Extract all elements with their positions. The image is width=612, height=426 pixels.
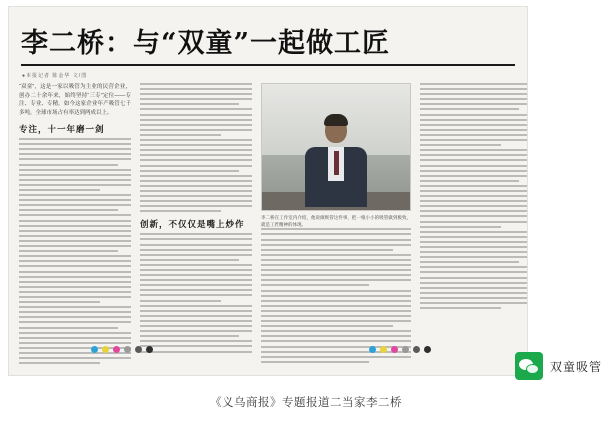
body-text-4 bbox=[420, 83, 528, 309]
image-caption: 《义乌商报》专题报道二当家李二桥 bbox=[210, 395, 402, 409]
registration-marks-left bbox=[91, 346, 153, 353]
wechat-account-name: 双童吸管 bbox=[549, 359, 602, 374]
photo-caption: 李二桥在工作室内介绍，他说做吸管这件事，把一根小小的吸管做到极致，就是工匠精神的体现。 bbox=[261, 215, 411, 228]
body-text-1 bbox=[19, 138, 131, 364]
article-columns bbox=[19, 83, 517, 363]
body-text-2a bbox=[140, 83, 252, 212]
article-column-1 bbox=[19, 83, 131, 363]
page-title: 李二桥：与“双童”一起做工匠 bbox=[21, 28, 391, 59]
body-text-3 bbox=[261, 228, 411, 362]
body-text-2b bbox=[140, 233, 252, 352]
article-column-2 bbox=[140, 83, 252, 363]
newspaper-clipping bbox=[8, 6, 528, 376]
section-heading-2: 创新，不仅仅是嘴上炒作 bbox=[140, 220, 245, 231]
article-photo bbox=[261, 83, 411, 211]
article-column-4 bbox=[420, 83, 528, 363]
wechat-account[interactable] bbox=[515, 352, 602, 380]
article-column-photo bbox=[261, 83, 411, 363]
headline-divider bbox=[21, 64, 515, 66]
wechat-logo-icon bbox=[515, 352, 543, 380]
byline: ●本报记者 陈金华 文/图 bbox=[22, 73, 88, 79]
lead-paragraph: “双童”，这是一家以吸管为主业的民营企业，创办二十余年来，始终坚持“三专”定位——专注、专业、专精。如今这家企业年产吸管七千多吨，全球市场占有率达到两成以上。 bbox=[19, 84, 131, 116]
section-heading-1: 专注，十一年磨一剑 bbox=[19, 125, 105, 136]
registration-marks-right bbox=[369, 346, 431, 353]
clipping-content bbox=[19, 13, 517, 369]
